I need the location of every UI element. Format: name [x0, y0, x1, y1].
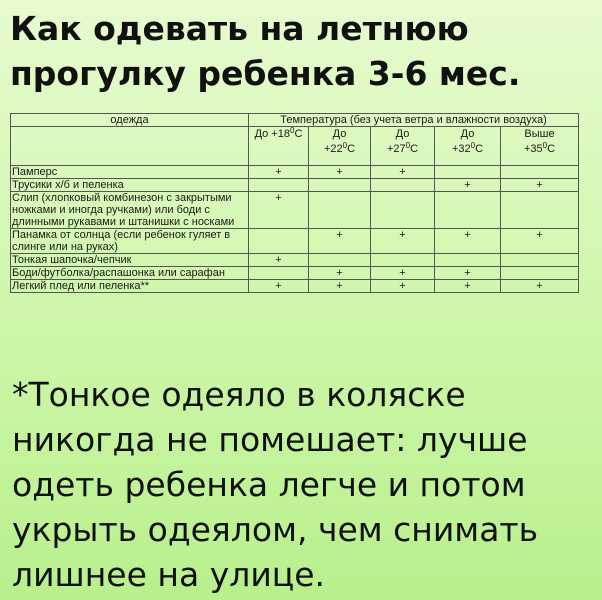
- row-mark: +: [249, 280, 309, 293]
- header-clothing: одежда: [11, 114, 249, 127]
- row-mark: [501, 192, 579, 229]
- title-line-2: прогулку ребенка 3-6 мес.: [10, 54, 521, 93]
- table-row: [11, 179, 579, 192]
- title-line-1: Как одевать на летнюю: [10, 9, 469, 48]
- row-mark: [371, 179, 435, 192]
- row-mark: [371, 254, 435, 267]
- row-item: Слип (хлопковый комбинезон с закрытыми ножками и иногда ручками) или боди с длинными рукавами и штанишки с носками: [11, 192, 249, 229]
- row-item: Легкий плед или пеленка**: [11, 280, 249, 293]
- row-mark: +: [435, 229, 501, 254]
- page-title: [10, 6, 595, 96]
- header-temperature: Температура (без учета ветра и влажности воздуха): [249, 114, 579, 127]
- header-clothing-spacer: [11, 127, 249, 166]
- row-mark: +: [435, 179, 501, 192]
- table-row: [11, 229, 579, 254]
- table-row: [11, 267, 579, 280]
- row-mark: [435, 192, 501, 229]
- row-mark: +: [371, 229, 435, 254]
- row-mark: +: [249, 166, 309, 179]
- row-mark: +: [309, 280, 371, 293]
- row-mark: +: [371, 166, 435, 179]
- temp-col-4: До $+32^0С$: [435, 127, 501, 166]
- temp-col-5: Выше $+35^0С$: [501, 127, 579, 166]
- temp-col-3: До $+27^0С$: [371, 127, 435, 166]
- row-mark: [249, 179, 309, 192]
- row-mark: [435, 254, 501, 267]
- row-item: Памперс: [11, 166, 249, 179]
- row-mark: [501, 254, 579, 267]
- row-item: Тонкая шапочка/чепчик: [11, 254, 249, 267]
- row-mark: [501, 267, 579, 280]
- footnote-line: одеть ребенка легче и потом: [12, 465, 526, 504]
- row-mark: +: [249, 192, 309, 229]
- row-mark: +: [435, 280, 501, 293]
- row-mark: +: [371, 280, 435, 293]
- row-mark: +: [435, 267, 501, 280]
- row-mark: +: [501, 280, 579, 293]
- row-mark: +: [309, 267, 371, 280]
- table-row: [11, 166, 579, 179]
- row-item: Трусики х/б и пеленка: [11, 179, 249, 192]
- row-mark: [501, 166, 579, 179]
- temp-col-2: До $+22^0С$: [309, 127, 371, 166]
- table-row: [11, 254, 579, 267]
- footnote-line: *Тонкое одеяло в коляске: [12, 375, 466, 414]
- row-item: Боди/футболка/распашонка или сарафан: [11, 267, 249, 280]
- row-mark: +: [501, 229, 579, 254]
- footnote: [12, 372, 597, 597]
- row-mark: +: [371, 267, 435, 280]
- row-mark: +: [501, 179, 579, 192]
- row-mark: [249, 229, 309, 254]
- row-mark: [435, 166, 501, 179]
- row-item: Панамка от солнца (если ребенок гуляет в слинге или на руках): [11, 229, 249, 254]
- row-mark: +: [309, 229, 371, 254]
- footnote-line: никогда не помешает: лучше: [12, 420, 528, 459]
- row-mark: +: [309, 166, 371, 179]
- table-row: [11, 280, 579, 293]
- row-mark: [371, 192, 435, 229]
- footnote-line: лишнее на улице.: [12, 555, 326, 594]
- footnote-line: укрыть одеялом, чем снимать: [12, 510, 539, 549]
- row-mark: [309, 192, 371, 229]
- row-mark: [309, 179, 371, 192]
- row-mark: [309, 254, 371, 267]
- row-mark: +: [249, 254, 309, 267]
- clothing-table: [10, 113, 579, 293]
- table-row: [11, 192, 579, 229]
- row-mark: [249, 267, 309, 280]
- temp-col-1: До $+18^0С$: [249, 127, 309, 166]
